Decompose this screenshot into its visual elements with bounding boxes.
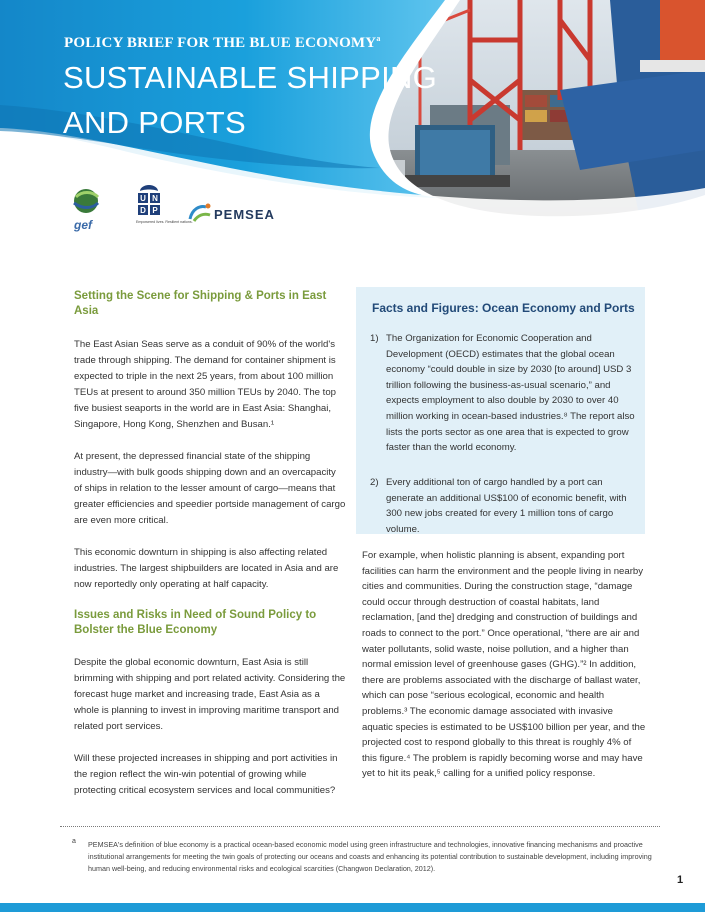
undp-letter-u: U — [140, 194, 146, 203]
facts-and-figures-box — [356, 287, 645, 534]
undp-tagline: Empowered lives. Resilient nations. — [136, 220, 193, 224]
footnote-text: PEMSEA's definition of blue economy is a practical ocean-based economic model using green infrastructure and technologies, innovative financing mechanisms and proactive institutional arrangements for meeting the twin goals of protecting our oceans and coasts and enhancing its potential contribution to sustainable development, including improving human well-being, and reducing environmental risks and ecological scarcities (Changwon Declaration, 2012). — [88, 840, 652, 873]
pemsea-wordmark: PEMSEA — [214, 207, 275, 222]
section-heading-issues-and-risks: Issues and Risks in Need of Sound Policy to Bolster the Blue Economy — [74, 609, 317, 636]
paragraph-east-asian-seas: The East Asian Seas serve as a conduit of 90% of the world's trade through shipping. The demand for container shipment is expected to triple in the next 25 years, from about 100 million TEUs at present to around 350 million TEUs by 2040. The top five busiest seaports in the world are in East Asia: Shanghai, Singapore, Hong Kong, Shenzhen and Busan.¹ — [74, 339, 337, 430]
header-banner — [0, 0, 705, 265]
pemsea-logo — [186, 201, 275, 230]
fact-text: The Organization for Economic Cooperation and Development (OECD) estimates that the global ocean economy “could double in size by 2030 [to around] USD 3 trillion following the business-as-usual scenario,” and expects employment to also double by 2030 to over 40 million working in ocean-based industries.⁸ The report also lists the ports sector as one area that is expected to grow faster than the world economy. — [386, 333, 635, 454]
policy-brief-label — [64, 34, 381, 52]
page-number: 1 — [677, 874, 684, 886]
gef-logo — [66, 183, 106, 233]
paragraph-holistic-planning: For example, when holistic planning is absent, expanding port facilities can harm the environment and the people living in nearby cities and communities. During the construction stage, “damage could occur through destruction of coastal habitats, land reclamation, [and the] dredging and construction of buildings and roads to connect to the port.” Once operational, “there are air and water pollutants, solid waste, noise pollution, and a higher than normal emission level of greenhouse gases (GHG).”² In addition, there are problems associated with the discharge of ballast water, which can pose “serious ecological, economic and health problems.³ The economic damage associated with invasive aquatic species is estimated to be US$100 billion per year, and the projected cost to respond globally to this threat is roughly 4% of this figure.⁴ The problem is rapidly becoming worse and may have yet to hit its peak,⁵ calling for a unified policy response. — [362, 550, 646, 780]
gef-wordmark: gef — [74, 218, 92, 232]
bottom-color-bar — [0, 903, 705, 912]
fact-text: Every additional ton of cargo handled by a port can generate an additional US$100 of economic benefit, with 300 new jobs created for every 1 million tons of cargo volume. — [386, 477, 627, 535]
paragraph-despite-downturn: Despite the global economic downturn, East Asia is still brimming with shipping and port related activity. Considering the forecast huge market and increasing trade, East Asia as a whole is planning to invest in improving maritime transport and related port services. — [74, 657, 346, 732]
left-column — [74, 286, 346, 799]
paragraph-will-these-increases: Will these projected increases in shipping and port activities in the region reflect the win-win potential of growing while protecting critical ecosystem services and local communities? — [74, 753, 338, 796]
title-line-2: AND PORTS — [63, 105, 246, 140]
undp-letter-p: P — [152, 206, 158, 215]
footnote-mark: a — [72, 838, 76, 845]
undp-logo — [134, 183, 193, 233]
facts-box-title: Facts and Figures: Ocean Economy and Ports — [372, 301, 635, 315]
section-heading-setting-the-scene: Setting the Scene for Shipping & Ports in East Asia — [74, 290, 327, 317]
paragraph-depressed-state: At present, the depressed financial state of the shipping industry—with bulk goods shipping down and an overcapacity of ships in relation to the lesser amount of cargo—means that greater efficiencies and speedier portside management of cargo are even more critical. — [74, 451, 346, 526]
footnote-divider — [60, 826, 660, 827]
fact-number: 2) — [370, 477, 379, 488]
fact-number: 1) — [370, 333, 379, 344]
undp-letter-d: D — [140, 206, 146, 215]
paragraph-economic-downturn: This economic downturn in shipping is also affecting related industries. The largest shipbuilders are located in Asia and are now reportedly only operating at half capacity. — [74, 547, 339, 590]
pemsea-emblem-icon — [186, 201, 214, 225]
pre-title-footnote-mark: a — [376, 34, 381, 43]
undp-letter-n: N — [152, 194, 158, 203]
page-title — [63, 55, 443, 145]
title-line-1: SUSTAINABLE SHIPPING — [63, 60, 438, 95]
pre-title-text: POLICY BRIEF FOR THE BLUE ECONOMY — [64, 35, 377, 51]
